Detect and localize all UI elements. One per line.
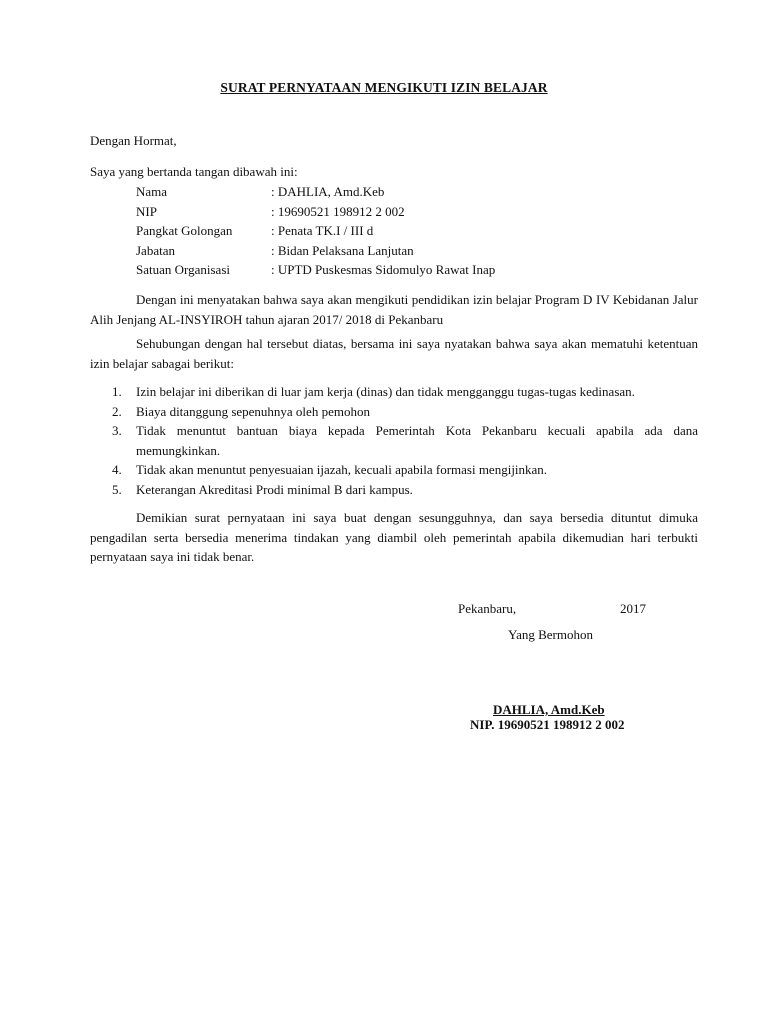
signer-name: DAHLIA, Amd.Keb	[493, 702, 605, 717]
list-item	[90, 460, 698, 480]
list-item	[90, 421, 698, 460]
applicant-label: Yang Bermohon	[508, 627, 593, 642]
conditions-list	[90, 382, 698, 499]
date-year: 2017	[620, 601, 646, 616]
list-item	[90, 480, 698, 500]
identity-label: Pangkat Golongan	[136, 223, 233, 238]
intro-line: Saya yang bertanda tangan dibawah ini:	[90, 164, 298, 179]
list-text: Izin belajar ini diberikan di luar jam kerja (dinas) dan tidak mengganggu tugas-tugas kedinasan.	[136, 384, 635, 399]
identity-value: : Bidan Pelaksana Lanjutan	[271, 242, 414, 258]
list-number: 5.	[112, 481, 122, 497]
identity-row-jabatan	[136, 241, 556, 261]
identity-table	[136, 182, 556, 280]
identity-value: : UPTD Puskesmas Sidomulyo Rawat Inap	[271, 262, 496, 277]
list-text: Tidak akan menuntut penyesuaian ijazah, kecuali apabila formasi mengijinkan.	[136, 462, 548, 477]
greeting: Dengan Hormat,	[90, 133, 177, 148]
list-text: Biaya ditanggung sepenuhnya oleh pemohon	[136, 403, 370, 419]
statement-paragraph: Dengan ini menyatakan bahwa saya akan mengikuti pendidikan izin belajar Program D IV Kebidanan Jalur Alih Jenjang AL-INSYIROH tahun ajaran 2017/ 2018 di Pekanbaru	[90, 292, 698, 327]
compliance-paragraph: Sehubungan dengan hal tersebut diatas, bersama ini saya nyatakan bahwa saya akan mematuhi ketentuan izin belajar sabagai berikut:	[90, 336, 698, 371]
place-label: Pekanbaru,	[458, 601, 517, 616]
identity-label: Nama	[136, 184, 168, 199]
identity-label: Satuan Organisasi	[136, 262, 230, 277]
identity-label: NIP	[136, 203, 157, 219]
document-title: SURAT PERNYATAAN MENGIKUTI IZIN BELAJAR	[220, 80, 548, 95]
signer-nip: NIP. 19690521 198912 2 002	[470, 717, 625, 732]
identity-value: : 19690521 198912 2 002	[271, 203, 405, 219]
identity-label: Jabatan	[136, 242, 175, 258]
list-number: 1.	[112, 384, 122, 399]
identity-value: : DAHLIA, Amd.Keb	[271, 184, 385, 199]
list-number: 2.	[112, 403, 122, 419]
list-text: Keterangan Akreditasi Prodi minimal B dari kampus.	[136, 481, 413, 497]
identity-value: : Penata TK.I / III d	[271, 223, 374, 238]
identity-row-nama	[136, 182, 556, 202]
list-item	[90, 402, 698, 422]
identity-row-pangkat	[136, 221, 556, 241]
identity-row-nip	[136, 202, 556, 222]
closing-paragraph: Demikian surat pernyataan ini saya buat dengan sesungguhnya, dan saya bersedia dituntut dimuka pengadilan serta bersedia menerima tindakan yang diambil oleh pemerintah apabila dikemudian hari terbukti pernyataan saya ini tidak benar.	[90, 510, 698, 564]
list-text: Tidak menuntut bantuan biaya kepada Pemerintah Kota Pekanbaru kecuali apabila ada dana memungkinkan.	[136, 423, 698, 458]
identity-row-satuan	[136, 260, 556, 280]
list-number: 3.	[112, 423, 122, 438]
list-number: 4.	[112, 462, 122, 477]
list-item	[90, 382, 698, 402]
